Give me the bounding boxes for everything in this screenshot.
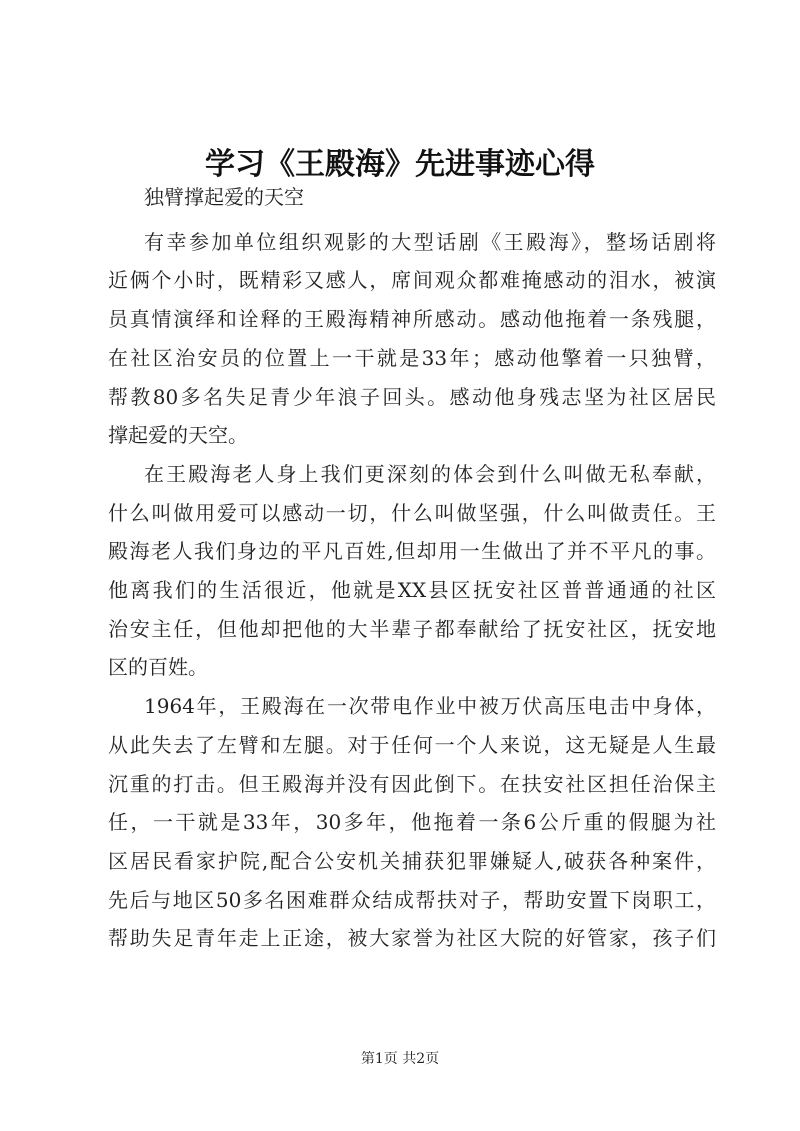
text-line: 治安主任，但他却把他的大半辈子都奉献给了抚安社区，抚安地 <box>108 616 716 641</box>
document-title: 学习《王殿海》先进事迹心得 <box>205 147 595 182</box>
text-line: 先后与地区50多名困难群众结成帮扶对子，帮助安置下岗职工， <box>108 887 716 912</box>
text-line: 什么叫做用爱可以感动一切，什么叫做坚强，什么叫做责任。王 <box>108 500 716 525</box>
paragraph <box>108 455 716 687</box>
paragraph <box>108 223 716 455</box>
text-line: 在王殿海老人身上我们更深刻的体会到什么叫做无私奉献， <box>144 461 716 486</box>
text-line: 区居民看家护院,配合公安机关捕获犯罪嫌疑人,破获各种案件， <box>108 848 716 873</box>
text-line: 帮助失足青年走上正途，被大家誉为社区大院的好管家，孩子们 <box>108 926 716 951</box>
text-line: 有幸参加单位组织观影的大型话剧《王殿海》，整场话剧将 <box>144 229 716 254</box>
text-line: 员真情演绎和诠释的王殿海精神所感动。感动他拖着一条残腿， <box>108 307 716 332</box>
text-line: 近俩个小时，既精彩又感人，席间观众都难掩感动的泪水，被演 <box>108 268 716 293</box>
page-footer: 第1页 共2页 <box>360 1051 440 1067</box>
document-body <box>108 178 716 958</box>
subtitle: 独臂撑起爱的天空 <box>144 185 304 209</box>
text-line: 在社区治安员的位置上一干就是33年；感动他擎着一只独臂， <box>108 345 716 370</box>
paragraph <box>108 687 716 958</box>
text-line: 沉重的打击。但王殿海并没有因此倒下。在扶安社区担任治保主 <box>108 771 716 796</box>
text-line: 区的百姓。 <box>108 655 208 680</box>
text-line: 1964年，王殿海在一次带电作业中被万伏高压电击中身体， <box>144 694 716 719</box>
text-line: 帮教80多名失足青少年浪子回头。感动他身残志坚为社区居民 <box>108 384 716 409</box>
text-line: 他离我们的生活很近，他就是XX县区抚安社区普普通通的社区 <box>108 578 716 603</box>
text-line: 任，一干就是33年，30多年，他拖着一条6公斤重的假腿为社 <box>108 810 716 835</box>
text-line: 撑起爱的天空。 <box>108 423 248 448</box>
text-line: 从此失去了左臂和左腿。对于任何一个人来说，这无疑是人生最 <box>108 732 716 757</box>
text-line: 殿海老人我们身边的平凡百姓,但却用一生做出了并不平凡的事。 <box>108 539 716 564</box>
